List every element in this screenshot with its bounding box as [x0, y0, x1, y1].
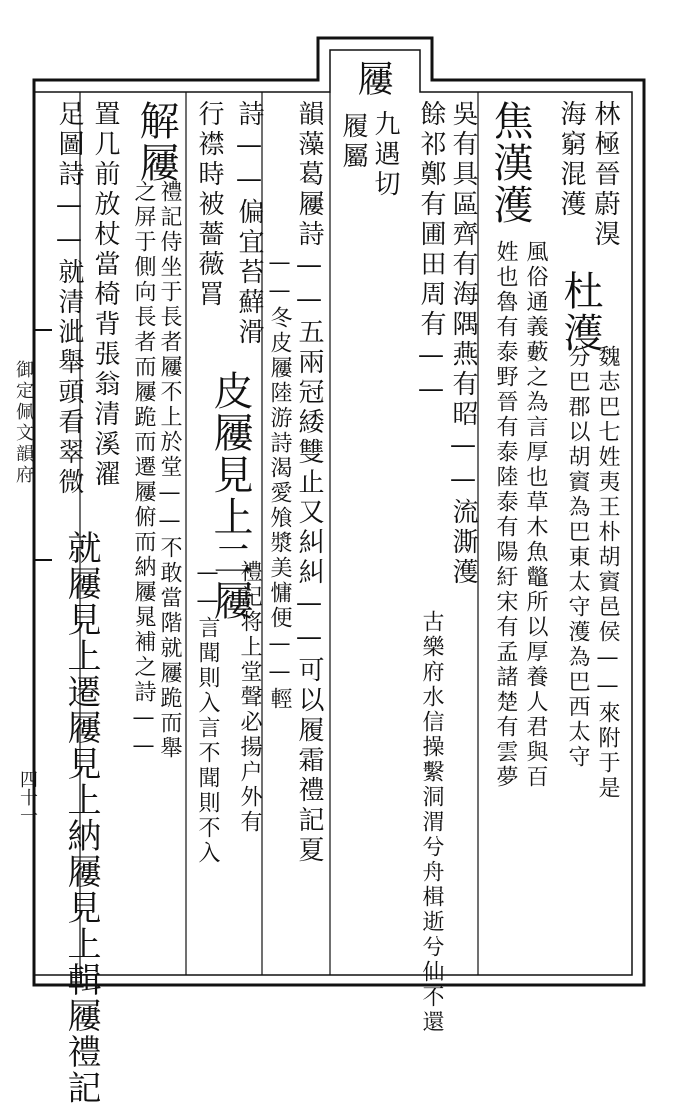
text-column-1: 林極晉蔚湨	[590, 100, 620, 250]
term-pi-ju: 皮屨見上二屨	[207, 370, 253, 622]
text-column-2: 海窮混濩	[556, 100, 586, 220]
text-column-8: 吳有具區齊有海隅燕有昭——流澌濩	[448, 100, 478, 588]
text-column-13: 詩——偏宜苔蘚滑	[234, 100, 264, 348]
text-column-12: ——冬皮屨陸游詩渴愛飧漿美慵便——輕	[267, 250, 292, 712]
text-column-15: 禮記将上堂聲必揚户外有	[237, 560, 262, 835]
term-du-huo: 杜濩	[557, 270, 603, 354]
text-column-3: 分巴郡以胡賨為巴東太守濩為巴西太守	[565, 345, 590, 770]
text-column-6: 姓也魯有泰野晉有泰陸泰有陽紆宋有孟諸楚有雲夢	[493, 240, 518, 790]
term-jiao-han-huo: 焦漢濩	[487, 100, 533, 226]
text-column-4: 魏志巴七姓夷王朴胡賨邑侯——來附于是	[595, 345, 620, 801]
text-column-9: 餘祁鄭有圃田周有——	[416, 100, 446, 408]
header-category: 履屬	[338, 112, 368, 172]
text-column-20: 之屏于側向長者而屨跪而遷屨俯而納屨晁補之詩——	[131, 180, 156, 761]
side-book-title: 御定佩文韻府	[13, 360, 34, 486]
term-jiu-ju: 就屨見上遷屨見上納屨見上輯屨禮記	[61, 530, 101, 1106]
text-column-10: 古樂府水信操繫洞渭兮舟楫逝兮仙不還	[419, 610, 444, 1035]
page-number: 四十一	[17, 770, 38, 824]
text-column-7: 風俗通義藪之為言厚也草木魚鼈所以厚養人君與百	[523, 240, 548, 790]
text-column-19: 禮記侍坐于長者屨不上於堂——不敢當階就屨跪而舉	[157, 180, 182, 761]
text-column-11: 韻藻葛屨詩——五兩冠緌雙止又糾糾——可以履霜禮記夏	[294, 100, 324, 866]
text-column-16: 行襟時被薔薇罥	[194, 100, 224, 310]
header-title: 屨	[352, 60, 393, 96]
text-column-17: ——言聞則入言不聞則不入	[195, 560, 220, 866]
header-rhyme: 九遇切	[370, 110, 400, 200]
text-column-22: 足圖詩——就清泚舉頭看翠微	[54, 100, 84, 498]
term-jie-ju: 解屨	[133, 100, 179, 184]
text-column-21: 置几前放杖當椅背張翁清溪濯	[90, 100, 120, 490]
